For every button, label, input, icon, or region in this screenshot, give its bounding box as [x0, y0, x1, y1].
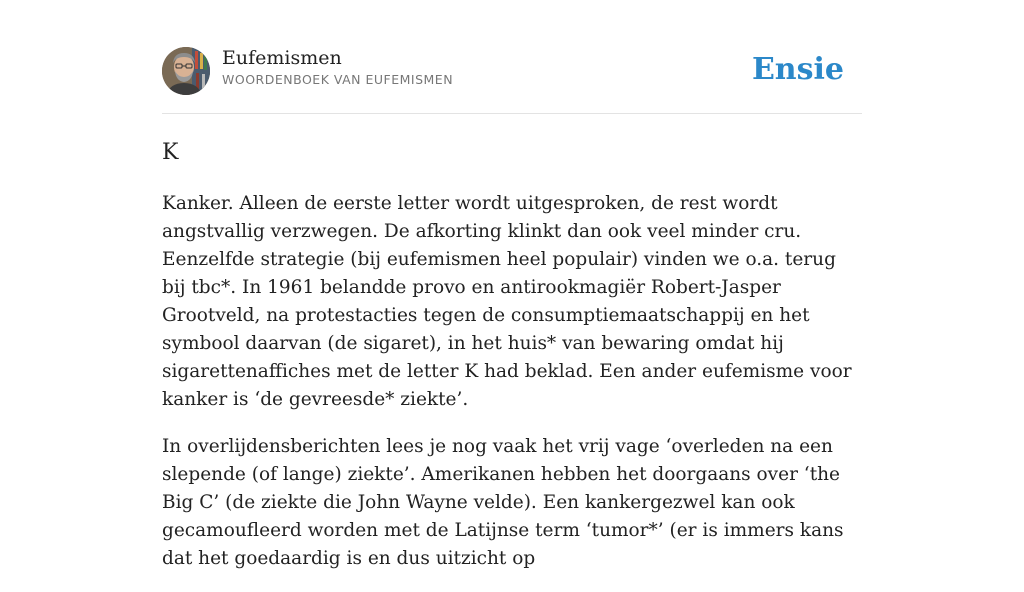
brand-logo[interactable]: Ensie: [751, 52, 844, 87]
entry-paragraph: In overlijdensberichten lees je nog vaak het vrij vage ‘overleden na een slepende (of lange) ziekte’. Amerikanen hebben het doorgaans over ‘the Big C’ (de ziekte die John Wayne velde). Een kankergezwel kan ook gecamoufleerd worden met de Latijnse term ‘tumor*’ (er is immers kans dat het goedaardig is en dus uitzicht op: [162, 436, 844, 569]
header: [162, 0, 862, 114]
entry-title: K: [162, 140, 179, 165]
entry-body: [162, 190, 862, 592]
author-subtitle[interactable]: WOORDENBOEK VAN EUFEMISMEN: [222, 72, 454, 87]
portrait-photo-icon: [162, 47, 210, 95]
author-block: [222, 47, 453, 88]
page-container: [162, 0, 862, 569]
author-name[interactable]: Eufemismen: [222, 47, 342, 69]
entry-paragraph: Kanker. Alleen de eerste letter wordt uitgesproken, de rest wordt angstvallig verzwegen. De afkorting klinkt dan ook veel minder cru. Eenzelfde strategie (bij eufemismen heel populair) vinden we o.a. terug bij tbc*. In 1961 belandde provo en antirookmagiër Robert-Jasper Grootveld, na protestacties tegen de consumptiemaatschappij en het symbool daarvan (de sigaret), in het huis* van bewaring omdat hij sigarettenaffiches met de letter K had beklad. Een ander eufemisme voor kanker is ‘de gevreesde* ziekte’.: [162, 193, 852, 410]
avatar[interactable]: [162, 47, 210, 95]
